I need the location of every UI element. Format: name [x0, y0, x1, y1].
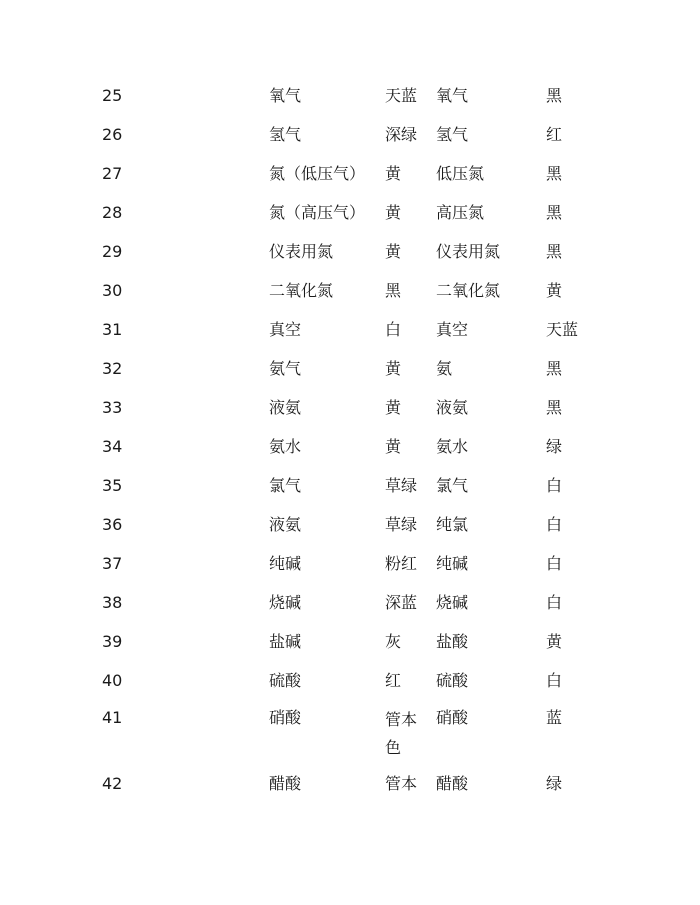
table-row — [0, 513, 700, 537]
label-text: 盐酸 — [436, 632, 469, 651]
row-number: 36 — [102, 515, 123, 534]
table-row — [0, 357, 700, 381]
label-text: 硝酸 — [436, 708, 469, 727]
base-color: 天蓝 — [385, 86, 418, 105]
text-color: 黑 — [546, 398, 563, 417]
table-row — [0, 396, 700, 420]
label-text: 氯气 — [436, 476, 469, 495]
text-color: 黑 — [546, 203, 563, 222]
table-row — [0, 123, 700, 147]
medium-name: 盐碱 — [269, 632, 302, 651]
medium-name: 氮（低压气） — [269, 164, 366, 183]
base-color: 黄 — [385, 437, 402, 456]
medium-name: 硝酸 — [269, 708, 302, 727]
text-color: 白 — [546, 476, 563, 495]
row-number: 35 — [102, 476, 123, 495]
label-text: 氧气 — [436, 86, 469, 105]
row-number: 28 — [102, 203, 123, 222]
text-color: 天蓝 — [546, 320, 579, 339]
label-text: 醋酸 — [436, 774, 469, 793]
row-number: 30 — [102, 281, 123, 300]
medium-name: 二氧化氮 — [269, 281, 334, 300]
table-row — [0, 669, 700, 693]
medium-name: 醋酸 — [269, 774, 302, 793]
base-color: 黄 — [385, 164, 402, 183]
row-number: 32 — [102, 359, 123, 378]
table-row — [0, 162, 700, 186]
text-color: 白 — [546, 593, 563, 612]
table-row — [0, 240, 700, 264]
text-color: 白 — [546, 515, 563, 534]
base-color: 粉红 — [385, 554, 418, 573]
base-color: 管本 — [385, 774, 418, 793]
row-number: 38 — [102, 593, 123, 612]
row-number: 26 — [102, 125, 123, 144]
base-color: 红 — [385, 671, 402, 690]
medium-name: 纯碱 — [269, 554, 302, 573]
medium-name: 氧气 — [269, 86, 302, 105]
label-text: 氨水 — [436, 437, 469, 456]
table-row — [0, 474, 700, 498]
text-color: 黄 — [546, 632, 563, 651]
row-number: 33 — [102, 398, 123, 417]
medium-name: 烧碱 — [269, 593, 302, 612]
row-number: 41 — [102, 708, 123, 727]
medium-name: 氮（高压气） — [269, 203, 366, 222]
base-color: 黄 — [385, 398, 402, 417]
text-color: 绿 — [546, 774, 563, 793]
medium-name: 液氨 — [269, 398, 302, 417]
base-color: 白 — [385, 320, 402, 339]
text-color: 红 — [546, 125, 563, 144]
medium-name: 氨气 — [269, 359, 302, 378]
row-number: 27 — [102, 164, 123, 183]
medium-name: 氯气 — [269, 476, 302, 495]
medium-name: 硫酸 — [269, 671, 302, 690]
medium-name: 仪表用氮 — [269, 242, 334, 261]
table-row — [0, 772, 700, 796]
label-text: 纯氯 — [436, 515, 469, 534]
text-color: 黄 — [546, 281, 563, 300]
text-color: 黑 — [546, 164, 563, 183]
medium-name: 液氨 — [269, 515, 302, 534]
base-color: 草绿 — [385, 515, 418, 534]
text-color: 白 — [546, 671, 563, 690]
table-row — [0, 706, 700, 757]
table-row — [0, 318, 700, 342]
text-color: 白 — [546, 554, 563, 573]
label-text: 仪表用氮 — [436, 242, 501, 261]
base-color: 草绿 — [385, 476, 418, 495]
table-row — [0, 435, 700, 459]
base-color: 黄 — [385, 242, 402, 261]
label-text: 液氨 — [436, 398, 469, 417]
label-text: 烧碱 — [436, 593, 469, 612]
base-color: 深蓝 — [385, 593, 418, 612]
table-row — [0, 630, 700, 654]
medium-name: 真空 — [269, 320, 302, 339]
row-number: 29 — [102, 242, 123, 261]
label-text: 氢气 — [436, 125, 469, 144]
label-text: 硫酸 — [436, 671, 469, 690]
base-color: 深绿 — [385, 125, 418, 144]
text-color: 黑 — [546, 359, 563, 378]
row-number: 25 — [102, 86, 123, 105]
base-color: 黄 — [385, 359, 402, 378]
base-color: 管本色 — [385, 710, 418, 757]
row-number: 42 — [102, 774, 123, 793]
label-text: 二氧化氮 — [436, 281, 501, 300]
row-number: 39 — [102, 632, 123, 651]
base-color: 黑 — [385, 281, 402, 300]
label-text: 低压氮 — [436, 164, 485, 183]
label-text: 高压氮 — [436, 203, 485, 222]
row-number: 31 — [102, 320, 123, 339]
table-row — [0, 279, 700, 303]
text-color: 蓝 — [546, 708, 563, 727]
table-row — [0, 84, 700, 108]
text-color: 绿 — [546, 437, 563, 456]
row-number: 37 — [102, 554, 123, 573]
text-color: 黑 — [546, 86, 563, 105]
table-row — [0, 552, 700, 576]
label-text: 真空 — [436, 320, 469, 339]
row-number: 40 — [102, 671, 123, 690]
text-color: 黑 — [546, 242, 563, 261]
row-number: 34 — [102, 437, 123, 456]
medium-name: 氨水 — [269, 437, 302, 456]
base-color: 黄 — [385, 203, 402, 222]
label-text: 纯碱 — [436, 554, 469, 573]
table-row — [0, 201, 700, 225]
label-text: 氨 — [436, 359, 453, 378]
medium-name: 氢气 — [269, 125, 302, 144]
table-row — [0, 591, 700, 615]
base-color: 灰 — [385, 632, 402, 651]
